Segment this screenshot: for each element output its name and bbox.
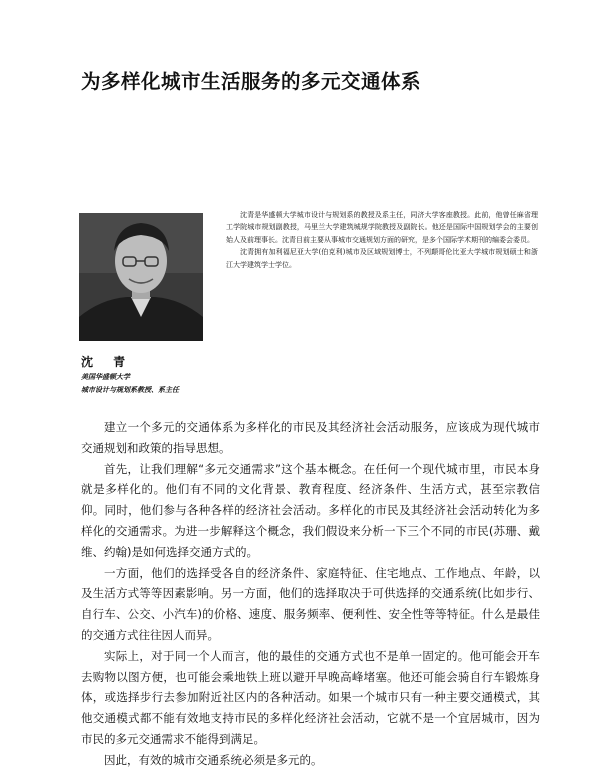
bio-paragraph: 沈青是华盛顿大学城市设计与规划系的教授及系主任，同济大学客座教授。此前，他曾任麻省理工学院城市规划副教授，马里兰大学建筑城规学院教授及副院长。他还是国际中国规划学会的主要创始人及前理事长。沈青目前主要从事城市交通规划方面的研究，是多个国际学术期刊的编委会委员。 (226, 211, 538, 244)
body-paragraph: 首先，让我们理解“多元交通需求”这个基本概念。在任何一个现代城市里，市民本身就是多样化的。他们有不同的文化背景、教育程度、经济条件、生活方式，甚至宗教信仰。同时，他们参与各种各样的经济社会活动。多样化的市民及其经济社会活动转化为多样化的交通需求。为进一步解释这个概念，我们假设来分析一下三个不同的市民(苏珊、戴维、约翰)是如何选择交通方式的。 (81, 461, 540, 559)
body-paragraph: 因此，有效的城市交通系统必须是多元的。 (104, 752, 323, 767)
article-title: 为多样化城市生活服务的多元交通体系 (81, 70, 422, 93)
author-portrait-icon (79, 213, 203, 341)
body-paragraph: 建立一个多元的交通体系为多样化的市民及其经济社会活动服务，应该成为现代城市交通规划和政策的指导思想。 (81, 420, 540, 455)
affiliation-line: 城市设计与规划系教授、系主任 (81, 386, 179, 394)
article-body (81, 417, 540, 771)
bio-paragraph: 沈青拥有加利福尼亚大学(伯克利)城市及区域规划博士，不列颠哥伦比亚大学城市规划硕士和浙江大学建筑学士学位。 (226, 248, 538, 269)
body-paragraph: 一方面，他们的选择受各自的经济条件、家庭特征、住宅地点、工作地点、年龄，以及生活方式等等因素影响。另一方面，他们的选择取决于可供选择的交通系统(比如步行、自行车、公交、小汽车)的价格、速度、服务频率、便利性、安全性等等特征。什么是最佳的交通方式往往因人而异。 (81, 565, 540, 642)
body-paragraph: 实际上，对于同一个人而言，他的最佳的交通方式也不是单一固定的。他可能会开车去购物以图方便，也可能会乘地铁上班以避开早晚高峰堵塞。他还可能会骑自行车锻炼身体，或选择步行去参加附近社区内的各种活动。如果一个城市只有一种主要交通模式，其他交通模式都不能有效地支持市民的多样化经济社会活动，它就不是一个宜居城市，因为市民的多元交通需求不能得到满足。 (81, 648, 540, 746)
author-name: 沈 青 (81, 355, 134, 369)
author-photo (79, 213, 203, 341)
author-affiliation (81, 371, 179, 397)
author-bio (226, 209, 538, 271)
affiliation-line: 美国华盛顿大学 (81, 373, 130, 381)
